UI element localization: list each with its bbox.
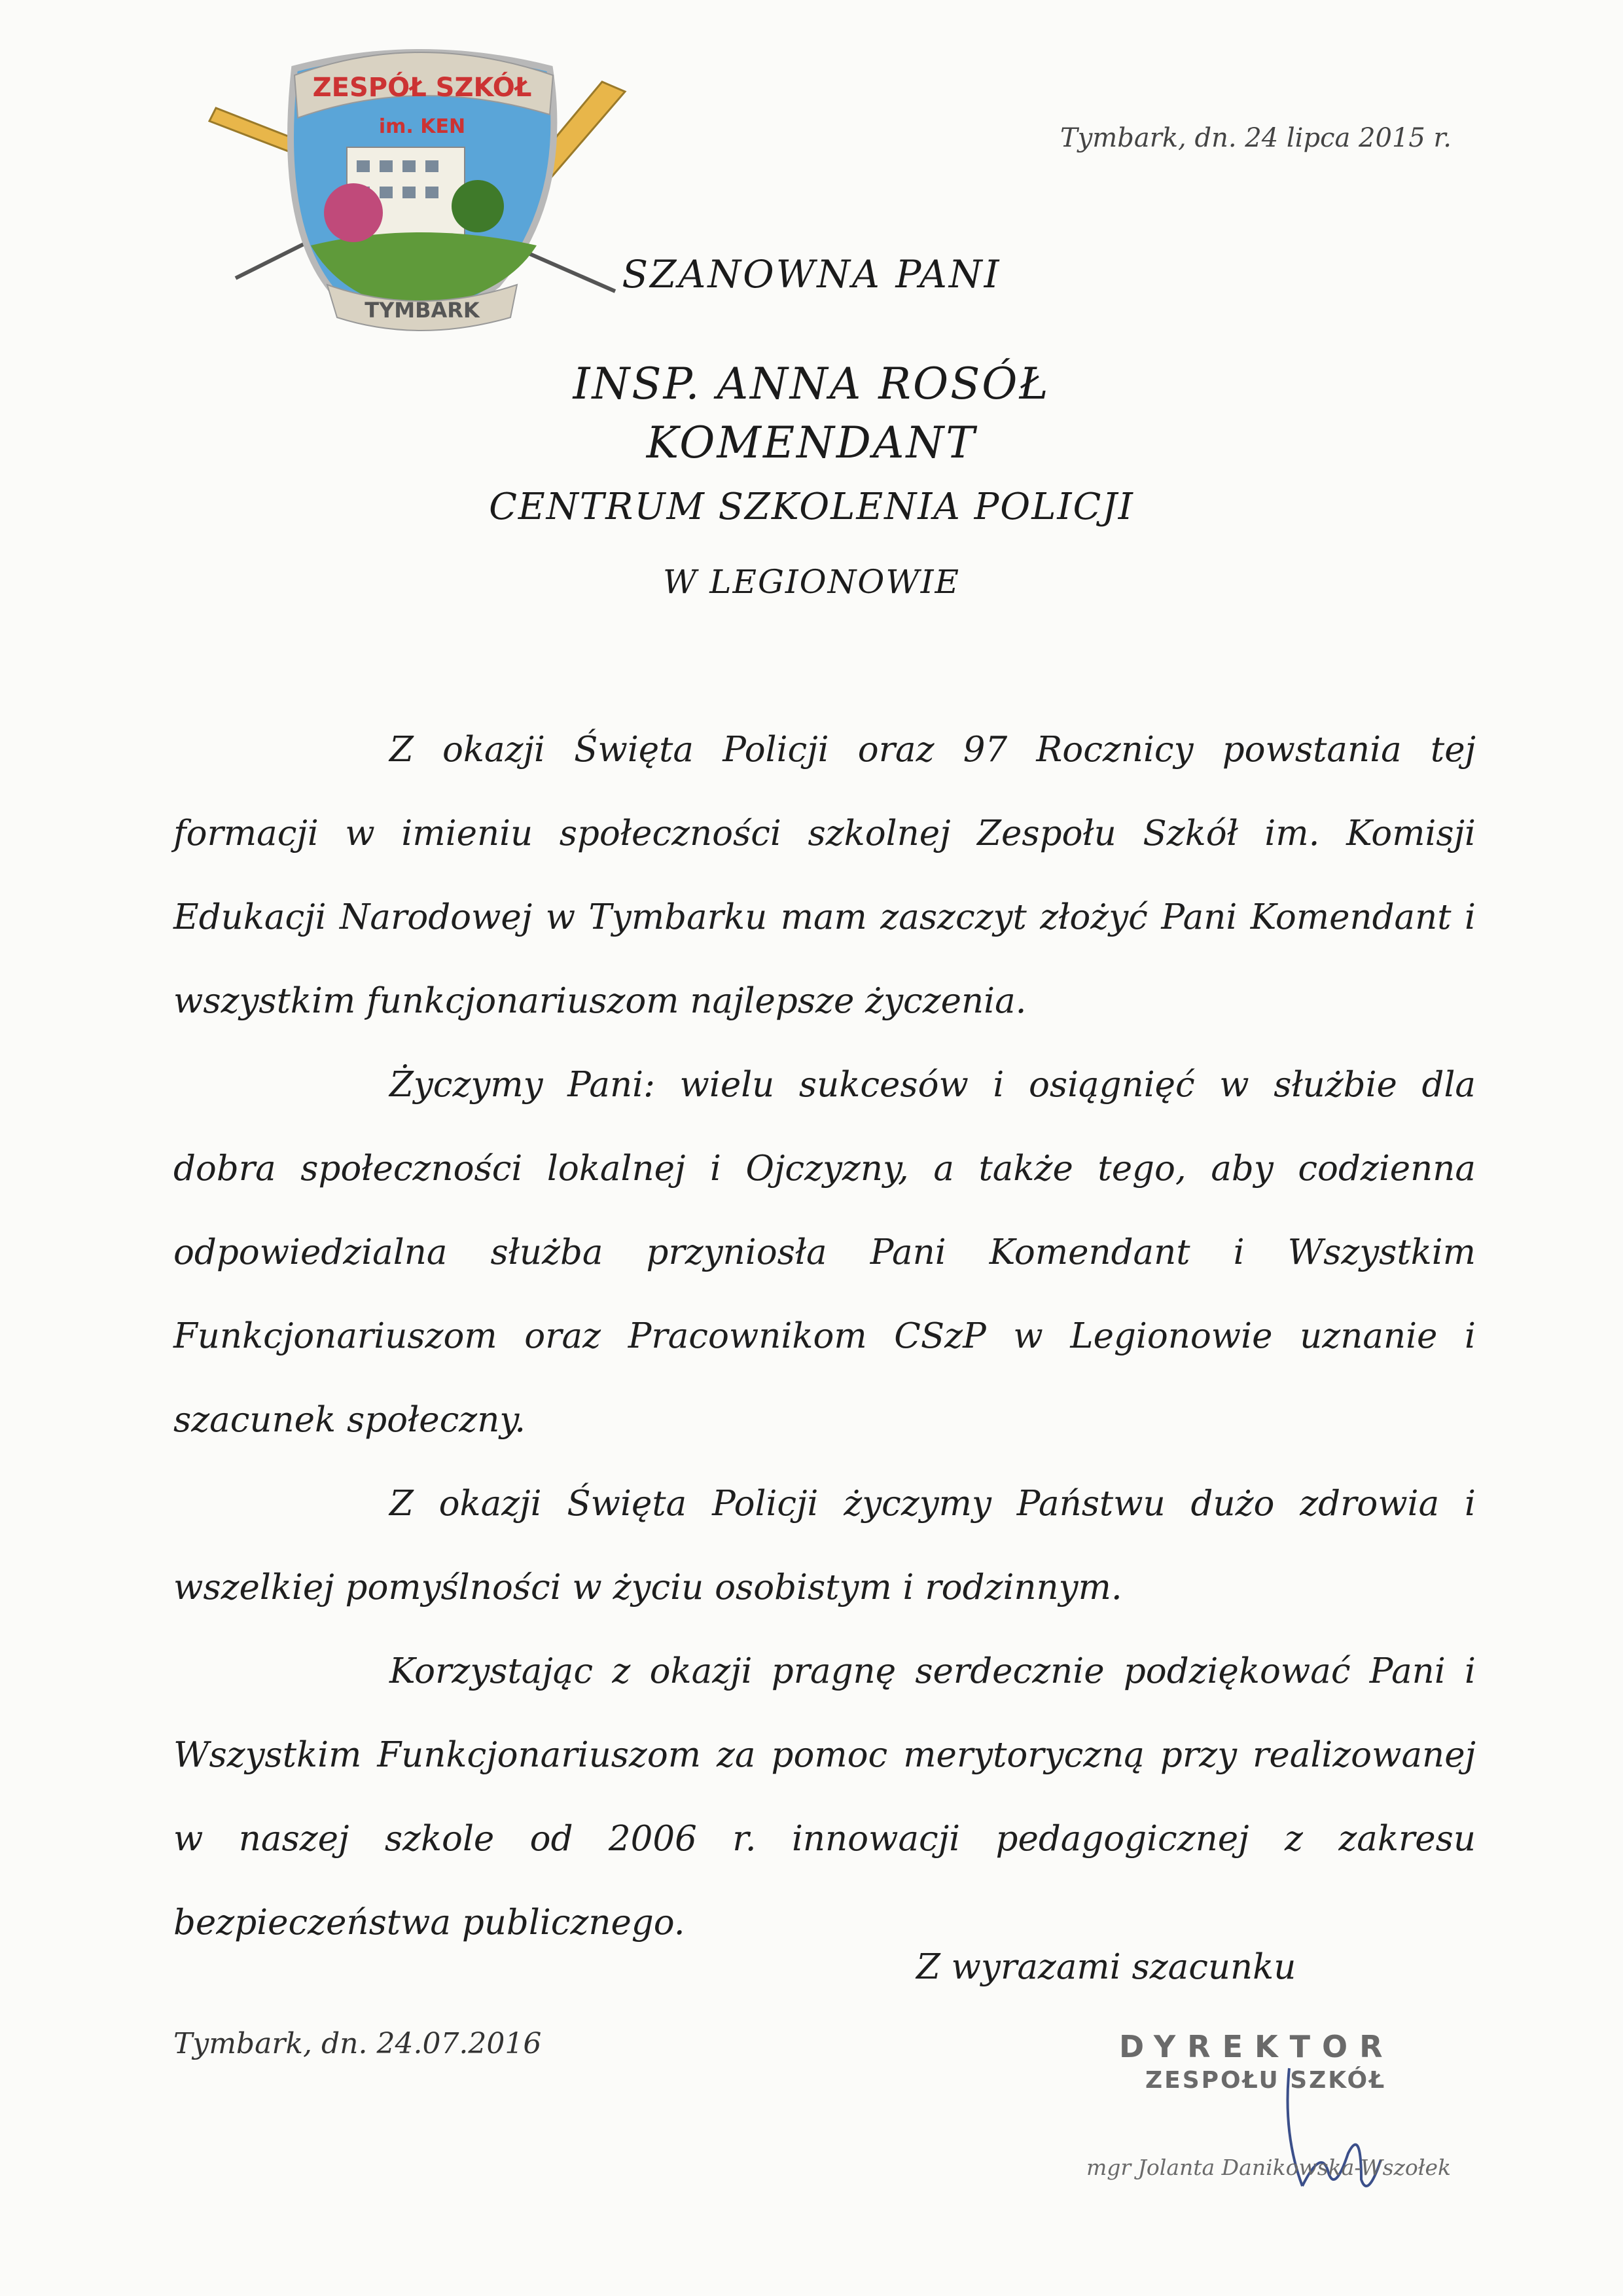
- letter-body: [173, 708, 1476, 1965]
- salutation: SZANOWNA PANI: [622, 252, 1001, 296]
- addressee-title: KOMENDANT: [646, 418, 977, 468]
- letter-paragraph: Z okazji Święta Policji życzymy Państwu dużo zdrowia i wszelkiej pomyślności w życiu osobistym i rodzinnym.: [173, 1484, 1476, 1607]
- handwritten-signature: [1263, 2055, 1394, 2212]
- footer-place-date: Tymbark, dn. 24.07.2016: [173, 2027, 542, 2060]
- emblem-arc-text: ZESPÓŁ SZKÓŁ: [312, 73, 532, 103]
- stamp-title: DYREKTOR: [1119, 2029, 1395, 2064]
- school-emblem-logo: [196, 36, 641, 350]
- letter-paragraph: Korzystając z okazji pragnę serdecznie podziękować Pani i Wszystkim Funkcjonariuszom za pomoc merytoryczną przy realizowanej w naszej szkole od 2006 r. innowacji pedagogicznej z zakresu bezpieczeństwa publicznego.: [173, 1651, 1476, 1943]
- closing-phrase: Z wyrazami szacunku: [916, 1947, 1296, 1987]
- stamp-school: ZESPOŁU SZKÓŁ: [1145, 2067, 1387, 2094]
- addressee-location: W LEGIONOWIE: [662, 563, 961, 601]
- addressee-institution: CENTRUM SZKOLENIA POLICJI: [489, 486, 1134, 528]
- emblem-bottom-text: TYMBARK: [365, 298, 480, 323]
- addressee-name: INSP. ANNA ROSÓŁ: [573, 359, 1050, 409]
- emblem-sub-text: im. KEN: [378, 115, 466, 138]
- stamp-signatory-name: mgr Jolanta Danikowska-Wszołek: [1086, 2155, 1452, 2180]
- letter-paragraph: Z okazji Święta Policji oraz 97 Rocznicy powstania tej formacji w imieniu społeczności szkolnej Zespołu Szkół im. Komisji Edukacji Narodowej w Tymbarku mam zaszczyt złożyć Pani Komendant i wszystkim funkcjonariuszom najlepsze życzenia.: [173, 730, 1476, 1021]
- letter-paragraph: Życzymy Pani: wielu sukcesów i osiągnięć w służbie dla dobra społeczności lokalnej i Ojczyzny, a także tego, aby codzienna odpowiedzialna służba przyniosła Pani Komendant i Wszystkim Funkcjonariuszom oraz Pracownikom CSzP w Legionowie uznanie i szacunek społeczny.: [173, 1065, 1476, 1440]
- director-stamp: [1047, 2029, 1505, 2225]
- header-place-date: Tymbark, dn. 24 lipca 2015 r.: [1060, 123, 1452, 153]
